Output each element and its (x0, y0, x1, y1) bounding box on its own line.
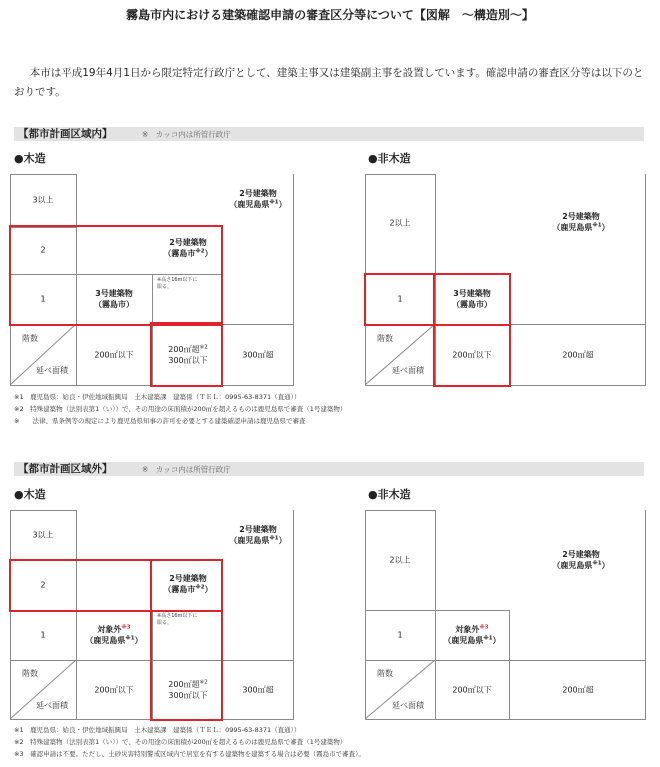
floors-axis-label: 階数 (22, 334, 38, 343)
area-axis-label: 延べ面積 (392, 366, 424, 375)
floors-axis-label: 階数 (377, 334, 393, 343)
row-label: 2 (40, 580, 46, 590)
area-column: 200㎡以下 (94, 350, 134, 360)
footnote: ※3 確認申請は不要。ただし、土砂災害特別警戒区域内で居室を有する建築物を建築する場合は必要（霧島市で審査）。 (14, 750, 365, 758)
building-class-label: 2号建築物 （霧島市$^{※2}$） (163, 574, 213, 594)
building-class-label: 2号建築物 （鹿児島県$^{※1}$） (552, 212, 610, 232)
building-class-label: 2号建築物 （鹿児島県$^{※1}$） (229, 525, 287, 545)
area-column: 200㎡超$^{※2}$ 300㎡以下 (168, 344, 208, 365)
building-class-label: 2号建築物 （鹿児島県$^{※1}$） (552, 550, 610, 570)
row-label: 3以上 (32, 195, 54, 205)
wood-heading: ●木造 (14, 488, 46, 501)
area-axis-label: 延べ面積 (36, 701, 68, 710)
area-column: 200㎡超 (562, 350, 594, 360)
wood-heading: ●木造 (14, 152, 46, 165)
area-column: 200㎡以下 (452, 350, 492, 360)
floors-axis-label: 階数 (22, 669, 38, 678)
row-label: 2以上 (389, 218, 411, 228)
building-class-label: 3号建築物 （霧島市） (452, 289, 492, 309)
page-title: 霧島市内における建築確認申請の審査区分等について【図解 ～構造別～】 (126, 8, 534, 22)
height-note: ※高さ16m以下に 限る。 (157, 613, 198, 626)
area-axis-label: 延べ面積 (36, 366, 68, 375)
row-label: 1 (40, 294, 46, 304)
area-column: 200㎡超$^{※2}$ 300㎡以下 (168, 679, 208, 700)
row-label: 1 (397, 630, 403, 640)
section-band-urban (14, 127, 644, 141)
footnote: ※1 鹿児島県：姶良・伊佐地域振興局 土木建築課 建築係（ＴＥＬ：0995-63-8371（直通）） (14, 393, 301, 401)
row-label: 1 (397, 294, 403, 304)
building-class-label: 2号建築物 （霧島市$^{※2}$） (163, 238, 213, 258)
section-label: 【都市計画区域内】 (18, 128, 113, 140)
area-column: 200㎡以下 (94, 685, 134, 695)
area-column: 300㎡超 (242, 685, 274, 695)
footnote: ※ 法律、県条例等の規定により鹿児島県知事の許可を必要とする建築確認申請は鹿児島県で審査 (14, 417, 306, 425)
section-label: 【都市計画区域外】 (18, 463, 113, 475)
area-column: 200㎡超 (562, 685, 594, 695)
area-axis-label: 延べ面積 (392, 701, 424, 710)
row-label: 3以上 (32, 530, 54, 540)
row-label: 2 (40, 245, 46, 255)
section-band-nonurban (14, 462, 644, 476)
footnote: ※2 特殊建築物（法別表第1（い））で、その用途の床面積が200㎡を超えるものは鹿児島県で審査（1号建築物） (14, 738, 347, 746)
floors-axis-label: 階数 (377, 669, 393, 678)
row-label: 1 (40, 630, 46, 640)
excluded-label: 対象外$^{※3}$ （鹿児島県$^{※1}$） (443, 624, 501, 645)
excluded-label: 対象外$^{※3}$ （鹿児島県$^{※1}$） (85, 624, 143, 645)
building-class-label: 3号建築物 （霧島市） (94, 289, 134, 309)
intro-paragraph: 本市は平成19年4月1日から限定特定行政庁として、建築主事又は建築副主事を設置しています。確認申請の審査区分等は以下のとおりです。 (14, 67, 644, 98)
nonwood-heading: ●非木造 (368, 152, 411, 165)
area-column: 200㎡以下 (452, 685, 492, 695)
section-note: ※ カッコ内は所管行政庁 (142, 465, 231, 474)
footnote: ※2 特殊建築物（法別表第1（い））で、その用途の床面積が200㎡を超えるものは鹿児島県で審査（1号建築物） (14, 405, 347, 413)
footnote: ※1 鹿児島県：姶良・伊佐地域振興局 土木建築課 建築係（ＴＥＬ：0995-63-8371（直通）） (14, 726, 301, 734)
nonwood-heading: ●非木造 (368, 488, 411, 501)
section-note: ※ カッコ内は所管行政庁 (142, 130, 231, 139)
area-column: 300㎡超 (242, 350, 274, 360)
height-note: ※高さ16m以下に 限る。 (157, 277, 198, 290)
building-class-label: 2号建築物 （鹿児島県$^{※1}$） (229, 189, 287, 209)
row-label: 2以上 (389, 555, 411, 565)
